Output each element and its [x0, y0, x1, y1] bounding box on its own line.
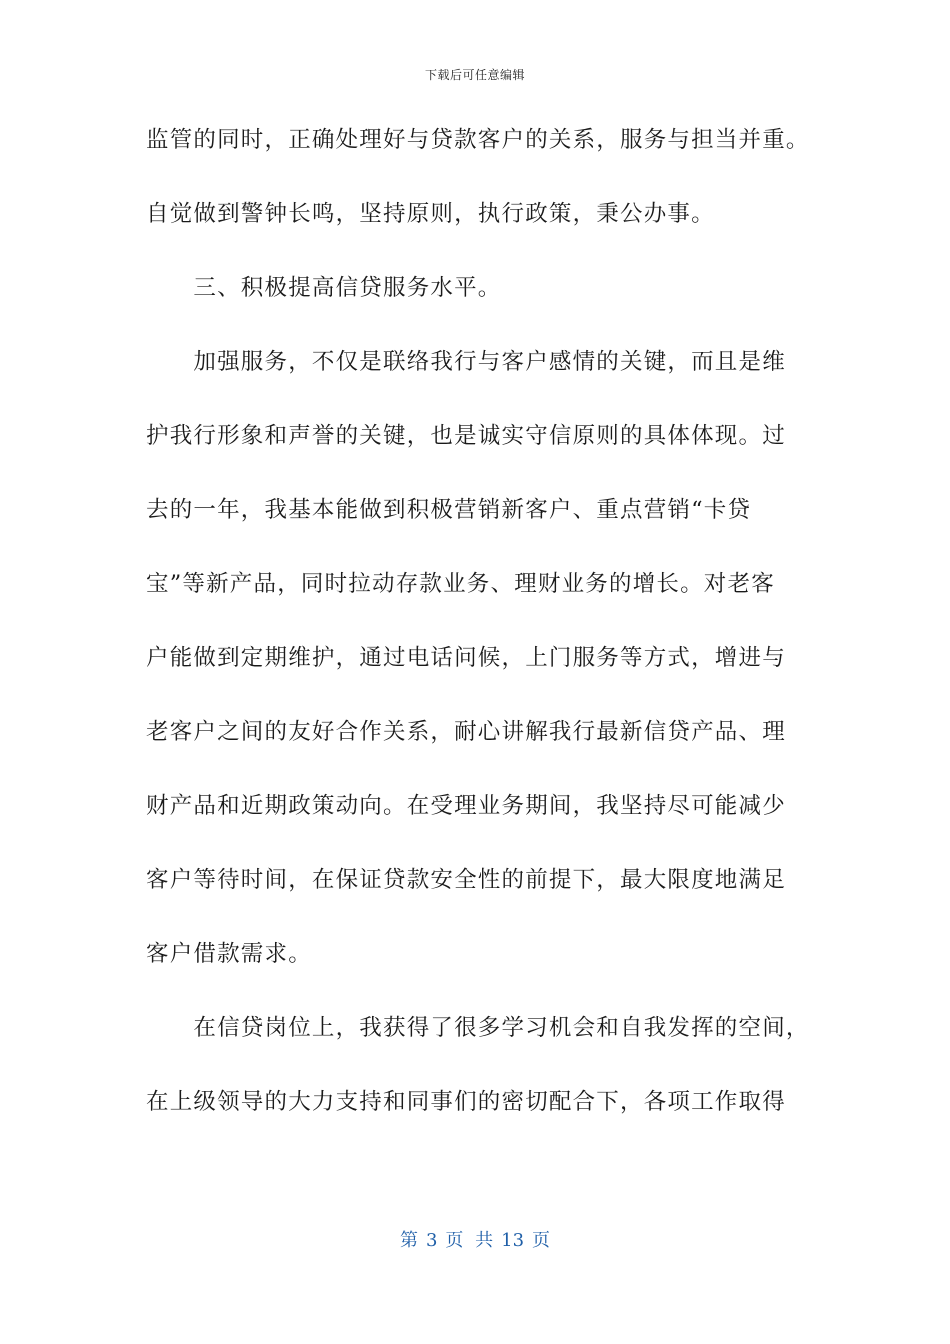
- text-line: 去的一年，我基本能做到积极营销新客户、重点营销“卡贷: [146, 497, 752, 523]
- text-line: 护我行形象和声誉的关键，也是诚实守信原则的具体体现。过: [146, 423, 786, 449]
- text-line: 在上级领导的大力支持和同事们的密切配合下，各项工作取得: [146, 1089, 786, 1115]
- page-header: 下载后可任意编辑: [424, 68, 525, 82]
- text-line: 财产品和近期政策动向。在受理业务期间，我坚持尽可能减少: [146, 793, 786, 819]
- footer-suffix: 页: [532, 1230, 551, 1251]
- footer-prefix: 第: [399, 1230, 418, 1251]
- text-line: 老客户之间的友好合作关系，耐心讲解我行最新信贷产品、理: [146, 719, 786, 745]
- text-line: 宝”等新产品，同时拉动存款业务、理财业务的增长。对老客: [146, 571, 775, 597]
- text-line: 自觉做到警钟长鸣，坚持原则，执行政策，秉公办事。: [146, 201, 715, 227]
- text-line: 客户等待时间，在保证贷款安全性的前提下，最大限度地满足: [146, 867, 786, 893]
- text-line: 加强服务，不仅是联络我行与客户感情的关键，而且是维: [146, 349, 786, 375]
- current-page-number: 3: [425, 1230, 438, 1251]
- text-line: 客户借款需求。: [146, 941, 312, 967]
- total-page-count: 13: [501, 1230, 525, 1251]
- text-line: 户能做到定期维护，通过电话问候，上门服务等方式，增进与: [146, 645, 786, 671]
- text-line: 监管的同时，正确处理好与贷款客户的关系，服务与担当并重。: [146, 127, 810, 153]
- footer-middle: 页 共: [445, 1230, 494, 1251]
- section-heading: 三、积极提高信贷服务水平。: [146, 275, 502, 301]
- text-line: 在信贷岗位上，我获得了很多学习机会和自我发挥的空间，: [146, 1015, 810, 1041]
- page-number-footer: [0, 1226, 950, 1252]
